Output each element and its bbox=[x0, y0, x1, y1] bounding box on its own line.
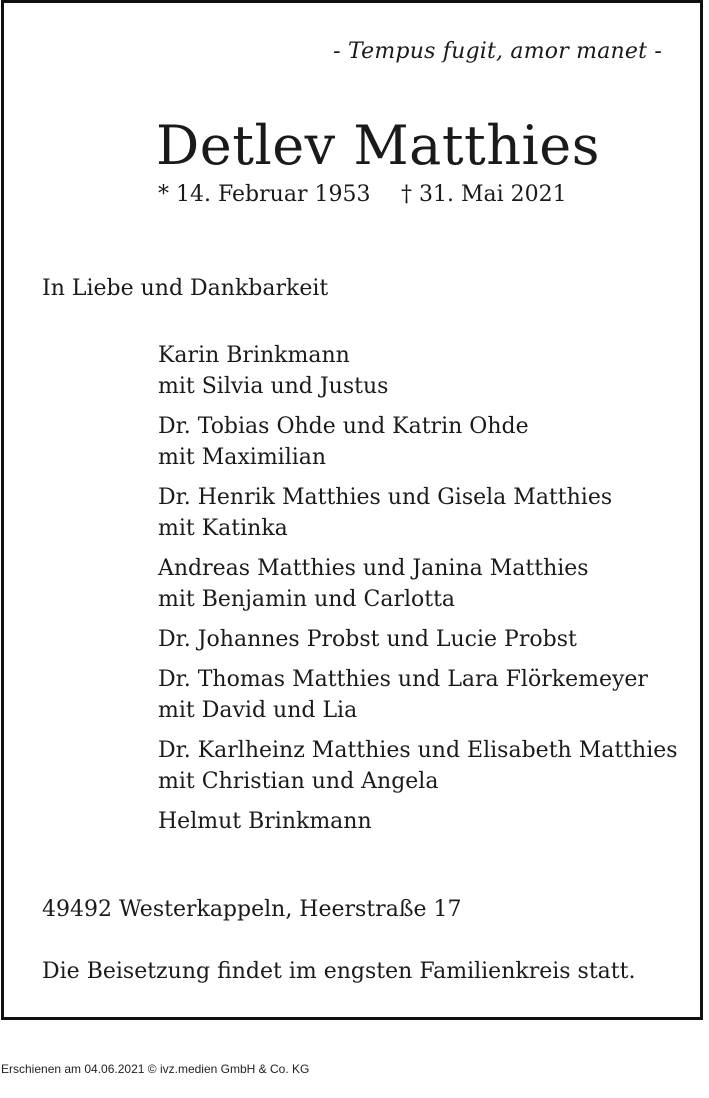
death-date: † 31. Mai 2021 bbox=[401, 182, 567, 207]
mourners-list bbox=[158, 340, 678, 846]
motto: - Tempus fugit, amor manet - bbox=[333, 39, 662, 64]
mourner-children: mit Benjamin und Carlotta bbox=[158, 587, 456, 612]
mourner-entry bbox=[158, 735, 678, 797]
mourner-entry bbox=[158, 806, 678, 837]
mourner-children: mit Christian und Angela bbox=[158, 769, 439, 794]
mourner-name: Helmut Brinkmann bbox=[158, 809, 372, 834]
mourner-name: Andreas Matthies und Janina Matthies bbox=[158, 556, 589, 581]
mourner-entry bbox=[158, 411, 678, 473]
mourner-name: Dr. Karlheinz Matthies und Elisabeth Matthies bbox=[158, 738, 678, 763]
mourner-entry bbox=[158, 624, 678, 655]
birth-date: * 14. Februar 1953 bbox=[158, 182, 371, 207]
mourner-children: mit Maximilian bbox=[158, 445, 327, 470]
publication-credit: Erschienen am 04.06.2021 © ivz.medien GmbH & Co. KG bbox=[1, 1062, 310, 1076]
mourner-name: Karin Brinkmann bbox=[158, 343, 350, 368]
life-dates bbox=[158, 182, 567, 207]
mourner-children: mit David und Lia bbox=[158, 698, 358, 723]
mourner-name: Dr. Tobias Ohde und Katrin Ohde bbox=[158, 414, 529, 439]
obituary-frame bbox=[1, 0, 703, 1020]
deceased-name: Detlev Matthies bbox=[156, 114, 600, 177]
mourner-entry bbox=[158, 553, 678, 615]
burial-notice: Die Beisetzung findet im engsten Familienkreis statt. bbox=[42, 959, 636, 984]
address: 49492 Westerkappeln, Heerstraße 17 bbox=[42, 897, 462, 922]
mourner-entry bbox=[158, 482, 678, 544]
mourner-name: Dr. Thomas Matthies und Lara Flörkemeyer bbox=[158, 667, 648, 692]
intro-text: In Liebe und Dankbarkeit bbox=[42, 276, 329, 301]
mourner-children: mit Silvia und Justus bbox=[158, 374, 389, 399]
mourner-children: mit Katinka bbox=[158, 516, 288, 541]
mourner-name: Dr. Johannes Probst und Lucie Probst bbox=[158, 627, 577, 652]
mourner-name: Dr. Henrik Matthies und Gisela Matthies bbox=[158, 485, 613, 510]
mourner-entry bbox=[158, 340, 678, 402]
mourner-entry bbox=[158, 664, 678, 726]
